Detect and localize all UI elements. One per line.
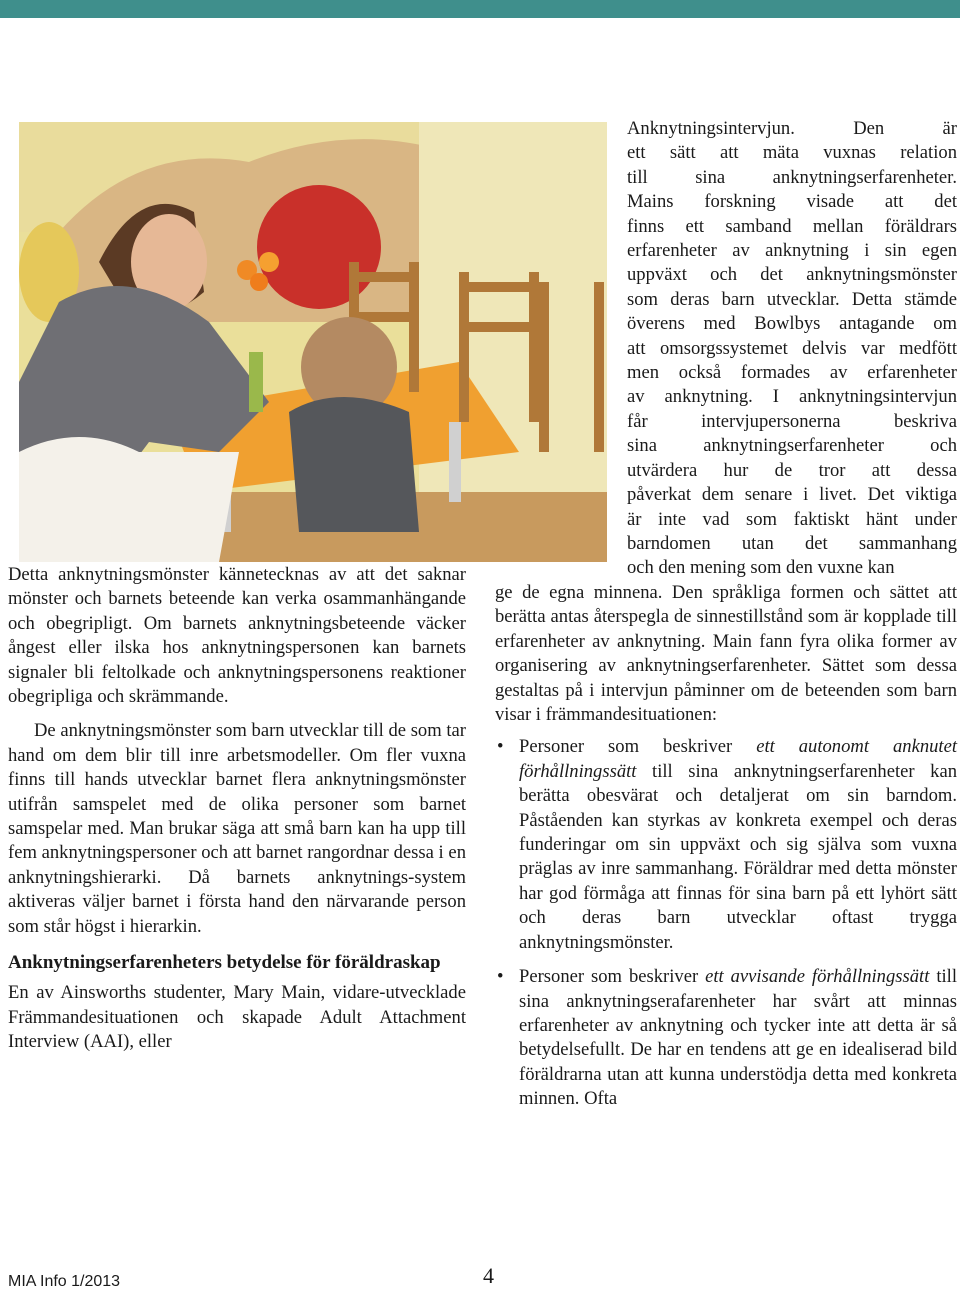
text-line: sina anknytningserfarenheter och [627,435,957,457]
text-line: att omsorgssystemet delvis var medfött [627,337,957,359]
article-column-right-bottom [495,581,957,1122]
text-line: erfarenheter av anknytning i sin egen [627,240,957,262]
text-line: som deras barn utvecklar. Detta stämde [627,288,957,310]
text-line: är inte vad som faktiskt hänt under [627,508,957,530]
text-line: men också formades av erfarenheter [627,362,957,384]
list-item: • Personer som beskriver ett autonomt anknutet förhållningssätt till sina anknytningserfarenheter kan berätta obesvärat och detaljerat om sin barndom. Påståenden kan styrkas av konkreta exempel och deras funderingar om sin uppväxt och sig själva som vuxna präglas av inre sammanhang. Föräldrar med detta mönster har god förmåga att finnas för sina barn på ett lyhört sätt och deras barn utvecklar oftast trygga anknytningsmönster. [497,736,958,953]
section-heading: Anknytningserfarenheters betydelse för föräldraskap [8,952,441,974]
text-line: får intervjupersonerna beskriva [627,410,957,432]
text-line: av anknytning. I anknytningsintervjun [627,386,957,408]
footer-publication: MIA Info 1/2013 [8,1273,121,1290]
text-line: överens med Bowlbys antagande om [627,313,957,335]
text-line: och den mening som den vuxne kan [627,557,895,579]
photo-mother-and-child [19,122,607,562]
article-column-right-top [627,117,957,581]
body-paragraph: Detta anknytningsmönster kännetecknas av att det saknar mönster och barnets beteende kan verka osammanhängande och obegripligt. Om barnets anknytningsbeteende väcker ångest eller ilska hos anknytningspersonen kan barnets signaler bli feltolkade och anknytningspersonens reaktioner obegripliga och skrämmande. [8,564,466,708]
bullet-icon: • [497,736,504,758]
page-number: 4 [483,1263,494,1288]
emphasis: ett avvisande förhållningssätt [705,966,930,988]
header-bar [0,0,960,18]
text-line: Mains forskning visade att det [627,191,957,213]
text-line: finns ett samband mellan föräldrars [627,215,957,237]
text-line: ett sätt att mäta vuxnas relation [627,142,957,164]
bullet-list [495,735,957,1111]
text-line: påverkat dem senare i livet. Det viktiga [627,484,957,506]
text-line: utvärdera hur de tror att dessa [627,459,957,481]
body-paragraph: En av Ainsworths studenter, Mary Main, vidare-utvecklade Främmandesituationen och skapade Adult Attachment Interview (AAI), eller [8,982,466,1052]
article-column-left [8,563,466,1054]
bullet-icon: • [497,966,504,988]
list-item: • Personer som beskriver ett avvisande förhållningssätt till sina anknytningserafarenheter har svårt att minnas erfarenheter av anknytning och tycker inte att detta är så betydelsefullt. De har en tendens att ge en idealiserad bild föräldrarna utan att kunna understödja detta med konkreta minnen. Ofta [497,966,957,1110]
text-line: uppväxt och det anknytningsmönster [627,264,957,286]
body-paragraph: De anknytningsmönster som barn utvecklar till de som tar hand om dem blir till inre arbetsmodeller. Om fler vuxna finns till hands utvecklar barnet flera anknytningsmönster utifrån samspelet med de olika personer som barnet samspelar med. Man brukar säga att små barn kan ha upp till fem anknytningspersoner och att barnet rangordnar dessa i en anknytningshierarki. Då barnets anknytnings-system aktiveras väljer barnet i första hand den närvarande person som står högst i hierarkin. [8,720,466,937]
body-paragraph: ge de egna minnena. Den språkliga formen och sättet att berätta antas återspegla de sinnestillstånd som är kopplade till erfarenheter av anknytning. Main fann fyra olika former av organisering av anknytningserfarenheter. Sättet som dessa gestaltas på i intervjun påminner om de beteenden som barn visar i främmandesituationen: [495,582,957,726]
emphasis: ett autonomt anknutet förhållningssätt [519,736,958,782]
text-line: Anknytningsintervjun. Den är [627,118,957,139]
text-line: till sina anknytningserfarenheter. [627,166,957,188]
text-line: barndomen utan det sammanhang [627,532,957,554]
